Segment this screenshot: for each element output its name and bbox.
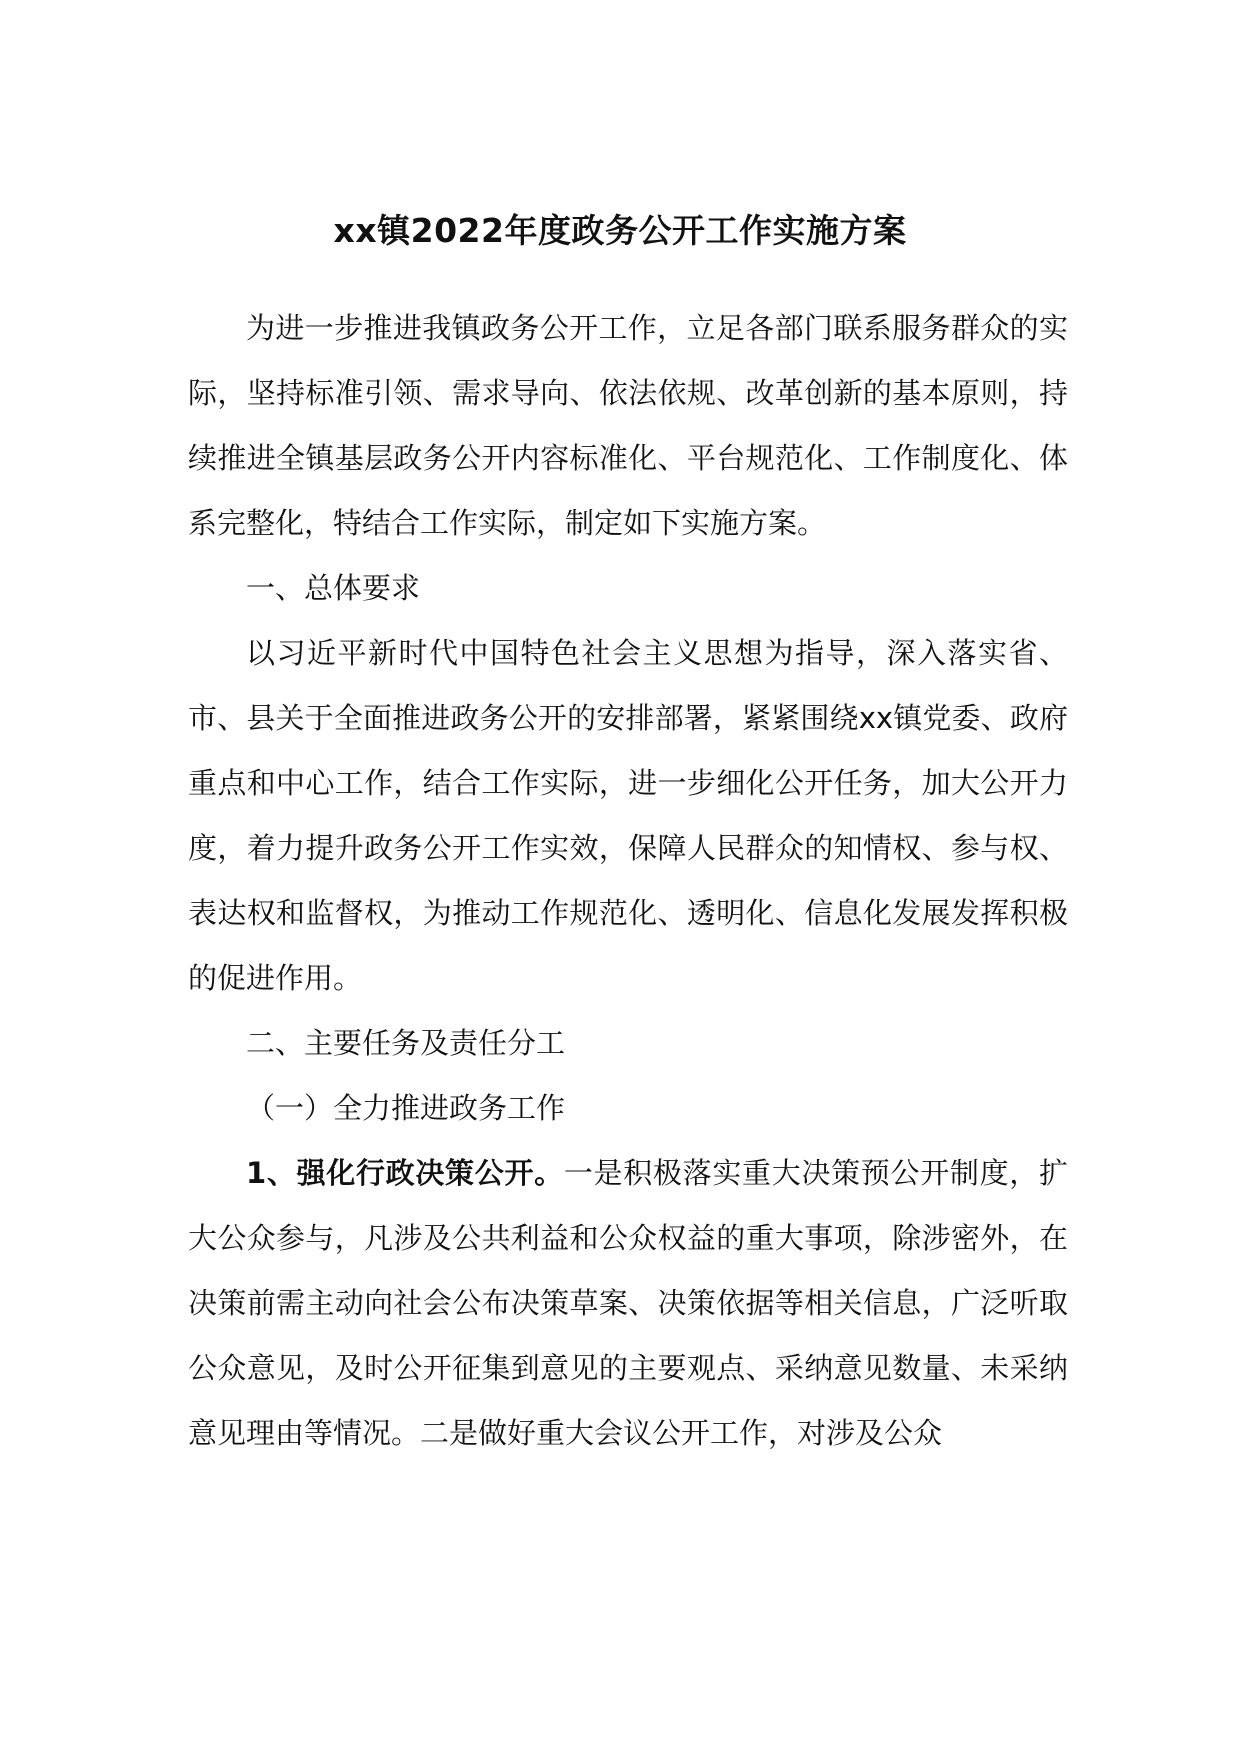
- section-heading-main-tasks: 二、主要任务及责任分工: [246, 1026, 566, 1060]
- subsection-heading-advance-government-work: （一）全力推进政务工作: [246, 1091, 566, 1125]
- section-heading-overall-requirements: 一、总体要求: [246, 571, 421, 605]
- intro-paragraph: 为进一步推进我镇政务公开工作，立足各部门联系服务群众的实际，坚持标准引领、需求导向、依法依规、改革创新的基本原则，持续推进全镇基层政务公开内容标准化、平台规范化、工作制度化、体系完整化，特结合工作实际，制定如下实施方案。: [188, 311, 1068, 540]
- item-body-decision-disclosure: 一是积极落实重大决策预公开制度，扩大公众参与，凡涉及公共利益和公众权益的重大事项，除涉密外，在决策前需主动向社会公布决策草案、决策依据等相关信息，广泛听取公众意见，及时公开征集到意见的主要观点、采纳意见数量、未采纳意见理由等情况。二是做好重大会议公开工作，对涉及公众: [188, 1156, 1068, 1450]
- overall-requirements-paragraph: 以习近平新时代中国特色社会主义思想为指导，深入落实省、市、县关于全面推进政务公开的安排部署，紧紧围绕xx镇党委、政府重点和中心工作，结合工作实际，进一步细化公开任务，加大公开力度，着力提升政务公开工作实效，保障人民群众的知情权、参与权、表达权和监督权，为推动工作规范化、透明化、信息化发展发挥积极的促进作用。: [188, 636, 1068, 995]
- item-paragraph-decision-disclosure: [188, 1141, 1068, 1466]
- document-title: xx镇2022年度政务公开工作实施方案: [333, 211, 907, 250]
- document-body: [188, 296, 1068, 1466]
- item-lead-decision-disclosure: 1、强化行政决策公开。: [246, 1156, 564, 1190]
